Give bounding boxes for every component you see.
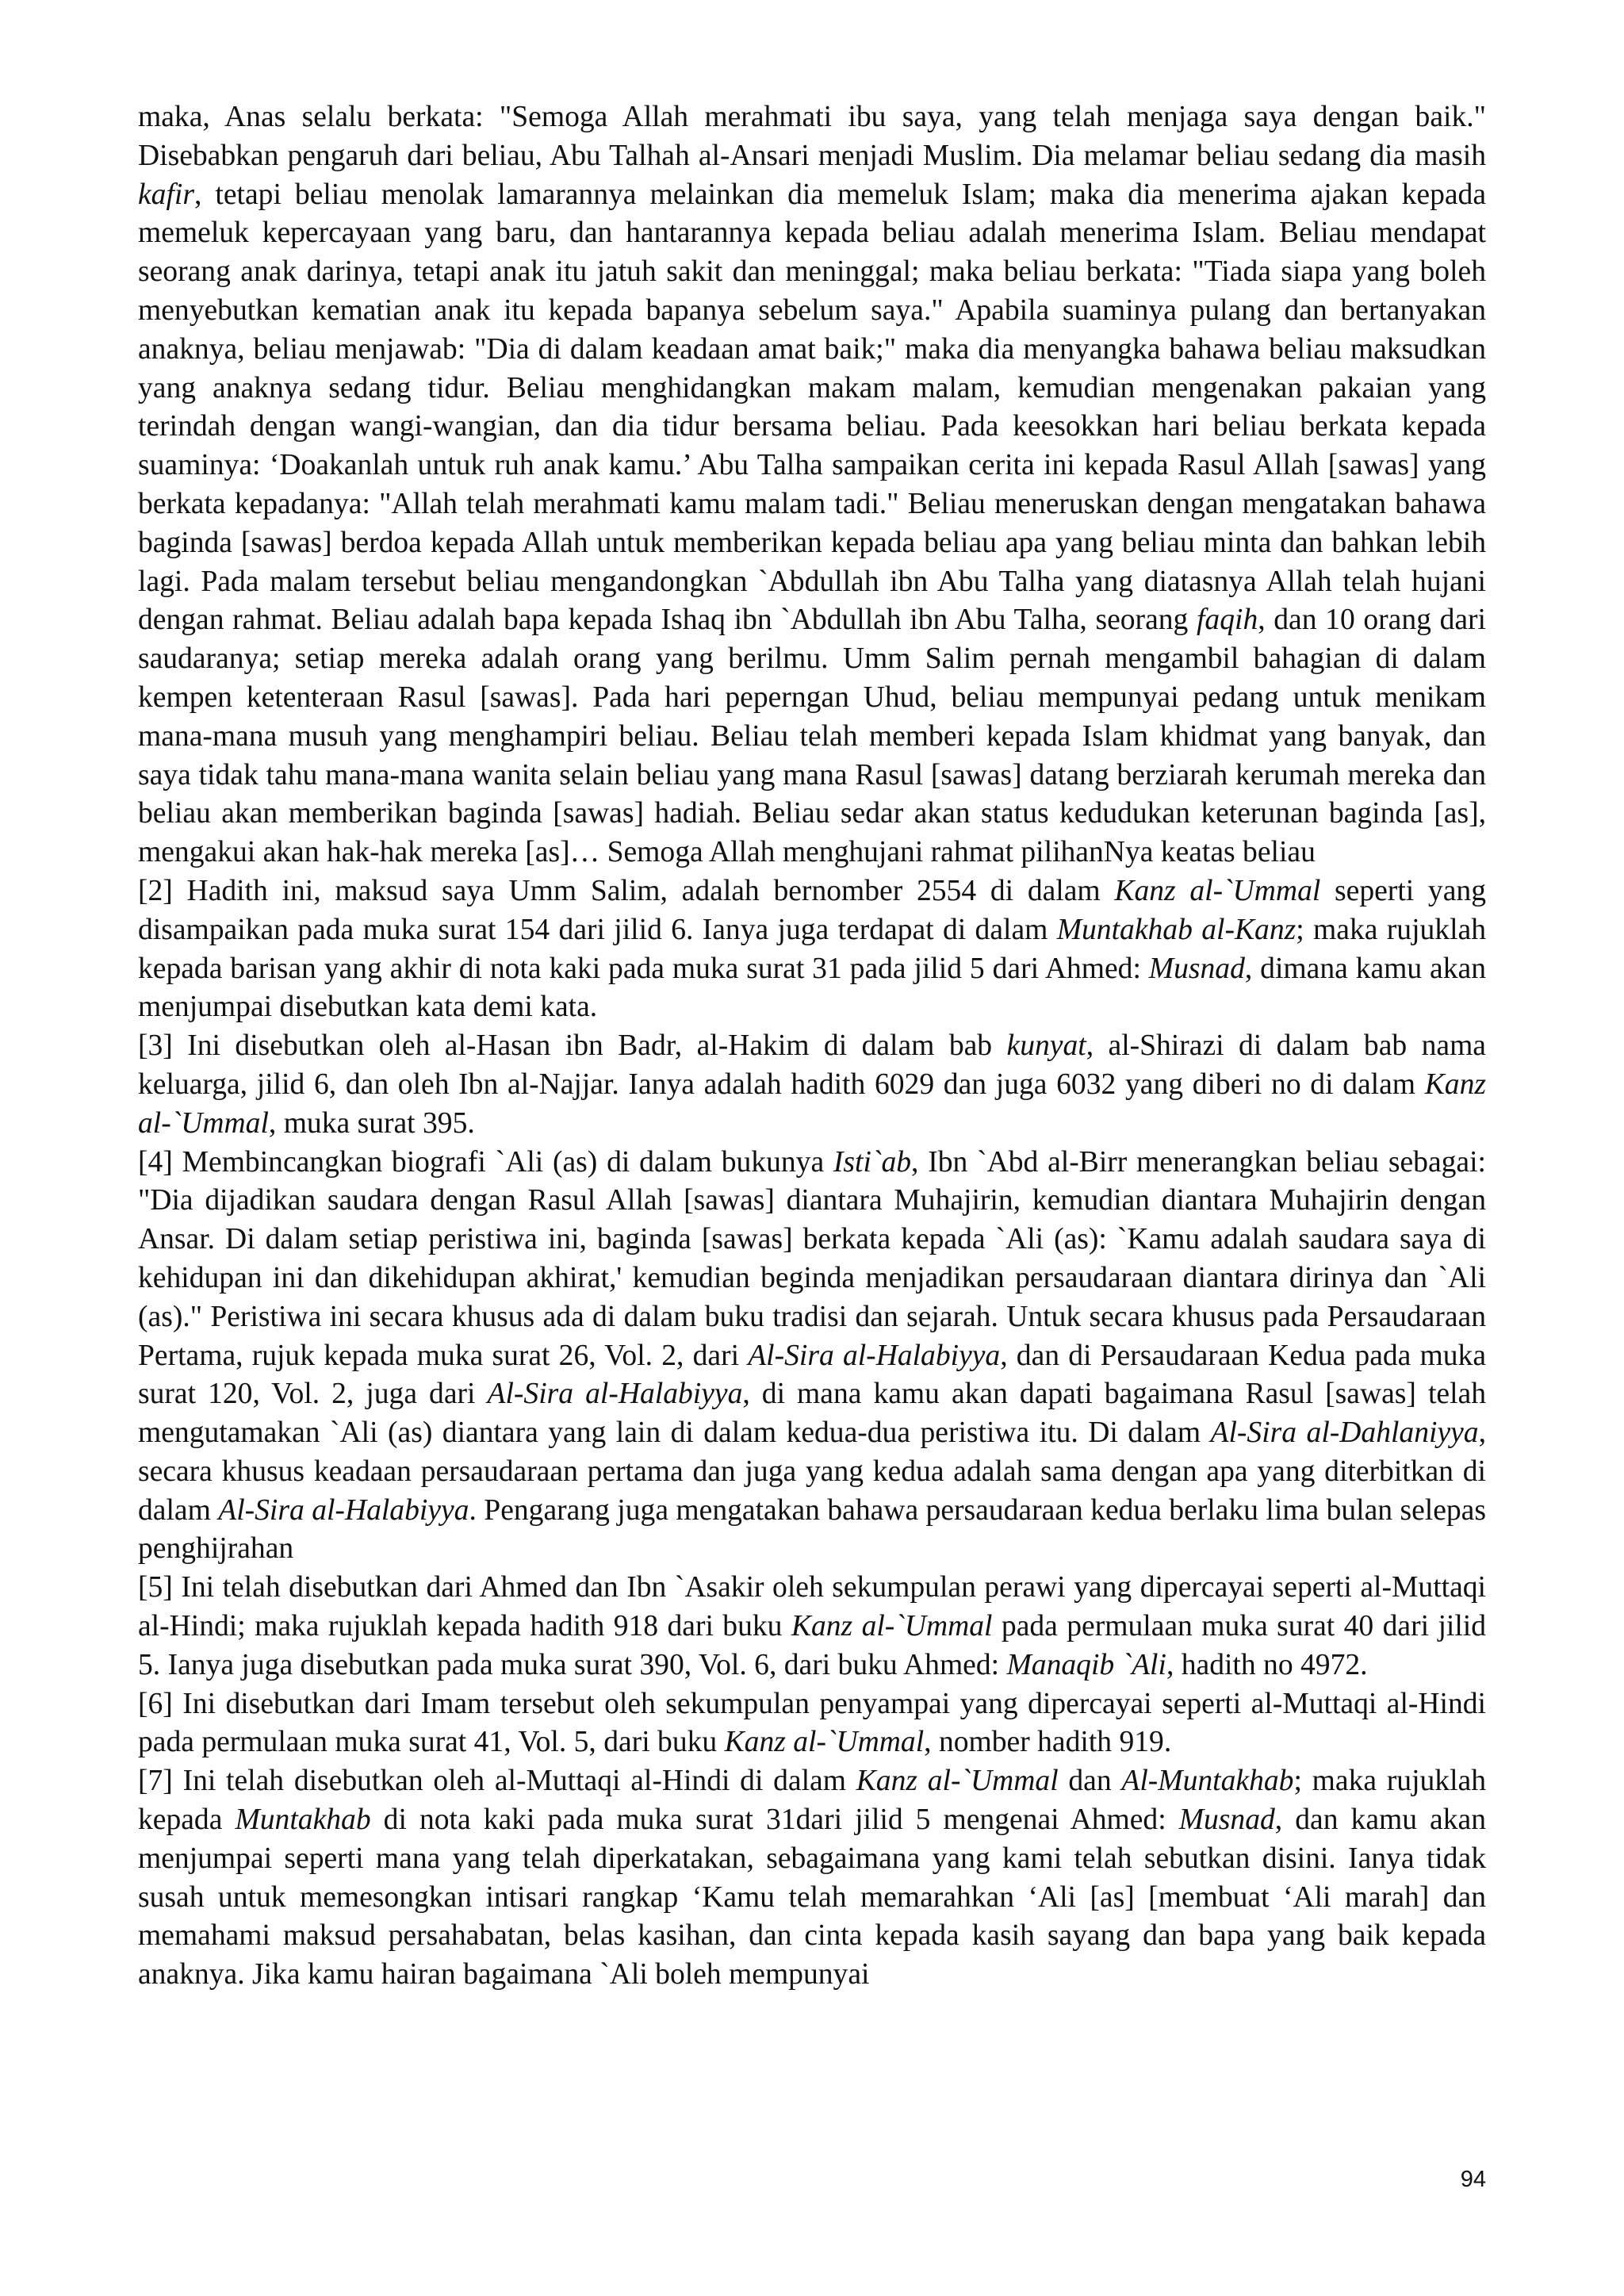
italic-text: Manaqib `Ali [1006, 1648, 1166, 1681]
italic-text: Musnad [1178, 1803, 1275, 1837]
footnote-3 [138, 1027, 1486, 1143]
footnote-6 [138, 1685, 1486, 1763]
text-run: , hadith no 4972. [1166, 1648, 1368, 1681]
italic-text: Al-Sira al-Halabiyya [748, 1339, 1001, 1372]
text-run: , dimana kamu akan menjumpai disebutkan kata demi kata. [138, 952, 1486, 1024]
text-run: dan [1058, 1765, 1122, 1798]
footnote-5 [138, 1569, 1486, 1685]
text-run: , tetapi beliau menolak lamarannya melainkan dia memeluk Islam; maka dia menerima ajakan kepada memeluk kepercayaan yang baru, dan hantarannya kepada beliau adalah menerima Islam. Beliau mendapat seorang anak darinya, tetapi anak itu jatuh sakit dan meninggal; maka beliau berkata: "Tiada siapa yang boleh menyebutkan kematian anak itu kepada bapanya sebelum saya." Apabila suaminya pulang dan bertanyakan anaknya, beliau menjawab: "Dia di dalam keadaan amat baik;" maka dia menyangka bahawa beliau maksudkan yang anaknya sedang tidur. Beliau menghidangkan makam malam, kemudian mengenakan pakaian yang terindah dengan wangi-wangian, dan dia tidur bersama beliau. Pada keesokkan hari beliau berkata kepada suaminya: ‘Doakanlah untuk ruh anak kamu.’ Abu Talha sampaikan cerita ini kepada Rasul Allah [sawas] yang berkata kepadanya: "Allah telah merahmati kamu malam tadi." Beliau meneruskan dengan mengatakan bahawa baginda [sawas] berdoa kepada Allah untuk memberikan kepada beliau apa yang beliau minta dan bahkan lebih lagi. Pada malam tersebut beliau mengandongkan `Abdullah ibn Abu Talha yang diatasnya Allah telah hujani dengan rahmat. Beliau adalah bapa kepada Ishaq ibn `Abdullah ibn Abu Talha, seorang [138, 178, 1486, 637]
footnote-4 [138, 1144, 1486, 1570]
italic-text: Kanz al-`Ummal [856, 1765, 1059, 1798]
text-block [138, 98, 1486, 1995]
text-run: , secara khusus keadaan persaudaraan pertama dan juga yang kedua adalah sama dengan apa yang diterbitkan di dalam [138, 1416, 1486, 1527]
text-run: . Pengarang juga mengatakan bahawa persaudaraan kedua berlaku lima bulan selepas penghijrahan [138, 1493, 1486, 1566]
text-run: , dan 10 orang dari saudaranya; setiap mereka adalah orang yang berilmu. Umm Salim pernah mengambil bahagian di dalam kempen ketenteraan Rasul [sawas]. Pada hari peperngan Uhud, beliau mempunyai pedang untuk menikam mana-mana musuh yang menghampiri beliau. Beliau telah memberi kepada Islam khidmat yang banyak, dan saya tidak tahu mana-mana wanita selain beliau yang mana Rasul [sawas] datang berziarah kerumah mereka dan beliau akan memberikan baginda [sawas] hadiah. Beliau sedar akan status kedudukan keterunan baginda [as], mengakui akan hak-hak mereka [as]… Semoga Allah menghujani rahmat pilihanNya keatas beliau [138, 604, 1487, 869]
text-run: [2] Hadith ini, maksud saya Umm Salim, adalah bernomber 2554 di dalam [138, 874, 1115, 907]
text-run: [7] Ini telah disebutkan oleh al-Muttaqi al-Hindi di dalam [138, 1765, 856, 1798]
italic-text: Muntakhab al-Kanz [1056, 913, 1297, 946]
italic-text: Isti`ab [833, 1145, 912, 1179]
italic-text: Kanz al-`Ummal [138, 1068, 1486, 1140]
text-run: [3] Ini disebutkan oleh al-Hasan ibn Badr, al-Hakim di dalam bab [138, 1029, 1007, 1063]
text-run: maka, Anas selalu berkata: "Semoga Allah merahmati ibu saya, yang telah menjaga saya dengan baik." Disebabkan pengaruh dari beliau, Abu Talhah al-Ansari menjadi Muslim. Dia melamar beliau sedang dia masih [138, 101, 1486, 172]
italic-text: Al-Sira al-Dahlaniyya [1210, 1416, 1479, 1450]
page-number: 94 [1460, 2167, 1486, 2192]
text-run: , muka surat 395. [268, 1106, 475, 1140]
text-run: di nota kaki pada muka surat 31dari jilid 5 mengenai Ahmed: [370, 1803, 1179, 1837]
footnote-2 [138, 872, 1486, 1027]
italic-text: Al-Muntakhab [1121, 1765, 1294, 1798]
italic-text: Muntakhab [235, 1803, 371, 1837]
paragraph-body [138, 98, 1486, 872]
text-run: , Ibn `Abd al-Birr menerangkan beliau sebagai: "Dia dijadikan saudara dengan Rasul Allah [sawas] diantara Muhajirin, kemudian diantara Muhajirin dengan Ansar. Di dalam setiap peristiwa ini, baginda [sawas] berkata kepada `Ali (as): `Kamu adalah saudara saya di kehidupan ini dan dikehidupan akhirat,' kemudian beginda menjadikan persaudaraan diantara dirinya dan `Ali (as)." Peristiwa ini secara khusus ada di dalam buku tradisi dan sejarah. Untuk secara khusus pada Persaudaraan Pertama, rujuk kepada muka surat 26, Vol. 2, dari [138, 1145, 1486, 1372]
text-run: seperti yang disampaikan pada muka surat 154 dari jilid 6. Ianya juga terdapat di dalam [138, 874, 1486, 946]
italic-text: Musnad [1148, 952, 1245, 985]
text-run: , nomber hadith 919. [924, 1726, 1172, 1759]
italic-text: kafir [138, 178, 194, 211]
footnote-7 [138, 1762, 1486, 1995]
italic-text: kunyat [1006, 1029, 1086, 1063]
text-run: , dan di Persaudaraan Kedua pada muka surat 120, Vol. 2, juga dari [138, 1339, 1487, 1411]
italic-text: Kanz al-`Ummal [724, 1726, 925, 1759]
text-run: , di mana kamu akan dapati bagaimana Rasul [sawas] telah mengutamakan `Ali (as) diantara yang lain di dalam kedua-dua peristiwa itu. Di dalam [138, 1378, 1486, 1450]
italic-text: Al-Sira al-Halabiyya [487, 1378, 743, 1411]
italic-text: Al-Sira al-Halabiyya [218, 1493, 469, 1527]
italic-text: faqih [1196, 604, 1258, 637]
italic-text: Kanz al-`Ummal [791, 1610, 993, 1643]
text-run: , al-Shirazi di dalam bab nama keluarga, jilid 6, dan oleh Ibn al-Najjar. Ianya adalah hadith 6029 dan juga 6032 yang diberi no di dalam [138, 1029, 1486, 1101]
text-run: ; maka rujuklah kepada barisan yang akhir di nota kaki pada muka surat 31 pada jilid 5 dari Ahmed: [138, 913, 1487, 985]
italic-text: Kanz al-`Ummal [1114, 874, 1321, 907]
text-run: [6] Ini disebutkan dari Imam tersebut oleh sekumpulan penyampai yang dipercayai seperti al-Muttaqi al-Hindi pada permulaan muka surat 41, Vol. 5, dari buku [138, 1687, 1486, 1759]
text-run: ; maka rujuklah kepada [138, 1765, 1487, 1837]
text-run: pada permulaan muka surat 40 dari jilid 5. Ianya juga disebutkan pada muka surat 390, Vol. 6, dari buku Ahmed: [138, 1610, 1487, 1681]
text-run: , dan kamu akan menjumpai seperti mana yang telah diperkatakan, sebagaimana yang kami telah sebutkan disini. Ianya tidak susah untuk memesongkan intisari rangkap ‘Kamu telah memarahkan ‘Ali [as] [membuat ‘Ali marah] dan memahami maksud persahabatan, belas kasihan, dan cinta kepada kasih sayang dan bapa yang baik kepada anaknya. Jika kamu hairan bagaimana `Ali boleh mempunyai [138, 1803, 1486, 1991]
text-run: [4] Membincangkan biografi `Ali (as) di dalam bukunya [138, 1145, 833, 1179]
text-run: [5] Ini telah disebutkan dari Ahmed dan Ibn `Asakir oleh sekumpulan perawi yang dipercayai seperti al-Muttaqi al-Hindi; maka rujuklah kepada hadith 918 dari buku [138, 1571, 1486, 1643]
